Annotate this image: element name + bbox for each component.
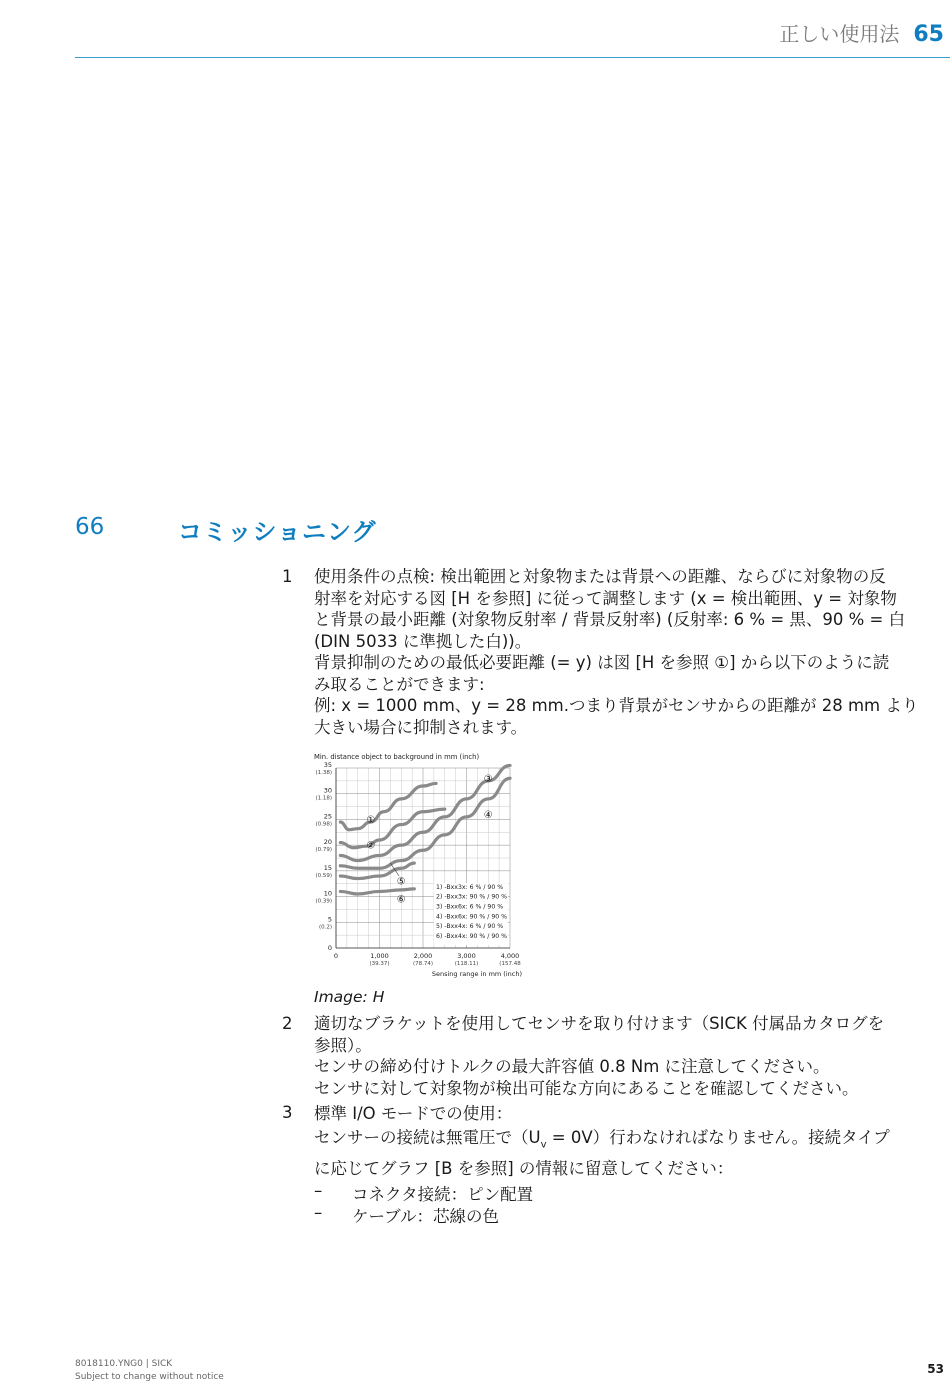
legend-entry: 3) -Bxx6x: 6 % / 90 % [436,903,504,911]
step-text-line [314,1126,946,1157]
series-marker-2: ② [366,840,376,852]
header-title: 正しい使用法 [779,22,900,46]
y-tick-label: 15 [323,863,332,872]
y-tick-label-inch: (0.2) [318,924,332,931]
step-text-line: 標準 I/O モードでの使用： [314,1104,513,1123]
x-tick-label: 3,000 [457,952,476,960]
y-tick-label-inch: (1.38) [315,770,332,776]
section-title: コミッショニング [178,518,377,546]
y-tick-label: 20 [323,838,332,847]
legend-entry: 2) -Bxx3x: 90 % / 90 % [436,893,508,901]
y-tick-label: 10 [323,889,332,898]
step-1-body [314,566,946,738]
series-marker-1: ① [366,814,376,826]
x-tick-label: 1,000 [370,952,389,960]
bullet-dash: – [314,1203,323,1222]
x-tick-label: 0 [333,952,339,960]
x-tick-label-inch: (39.37) [369,961,390,967]
step-text-part: センサーの接続は無電圧で（U [314,1128,541,1147]
subscript-v: v [540,1139,547,1151]
step-text-line: 使用条件の点検: 検出範囲と対象物または背景への距離、ならびに対象物の反 [314,567,886,586]
step-text-line: (DIN 5033 に準拠した白))。 [314,631,532,651]
step-text-line: み取ることができます: [314,674,485,694]
series-marker-5: ⑤ [396,876,406,888]
bullet-item: ケーブル：芯線の色 [352,1207,500,1226]
step-text-line: に応じてグラフ [B を参照] の情報に留意してください： [314,1159,734,1179]
step-text-line: 背景抑制のための最低必要距離 (= y) は図 [H を参照 ①] から以下のように読 [314,653,890,672]
chart-title: Min. distance object to background in mm (inch) [314,753,480,761]
bullet-item: コネクタ接続：ピン配置 [352,1185,534,1204]
y-tick-label: 5 [327,915,332,924]
step-text-line: センサに対して対象物が検出可能な方向にあることを確認してください。 [314,1078,859,1098]
series-marker-3: ③ [483,773,493,785]
x-tick-label-inch: (157.48 [499,961,521,967]
page-header [779,18,944,47]
section-number: 66 [75,514,105,540]
x-tick-label-inch: (78.74) [412,961,434,967]
step-3-body [314,1102,946,1181]
footer-notice: Subject to change without notice [75,1372,224,1382]
series-marker-4: ④ [483,809,493,821]
step-text-line: 大きい場合に抑制されます。 [314,717,528,737]
step-text-line: 射率を対応する図 [H を参照] に従って調整します (x = 検出範囲、y = 対象物 [314,588,897,608]
figure-caption: Image: H [314,988,385,1006]
y-tick-label-inch: (1.18) [315,795,332,802]
header-rule [75,57,950,58]
step-text-line: 参照）。 [314,1035,372,1055]
step-text-line: センサの締め付けトルクの最大許容値 0.8 Nm に注意してください。 [314,1057,830,1076]
step-number: 1 [282,567,293,586]
x-tick-label-inch: (118.11) [454,961,479,967]
y-tick-label-inch: (0.39) [315,898,332,905]
y-tick-label: 35 [323,761,332,769]
step-text-line: 例: x = 1000 mm、y = 28 mm.つまり背景がセンサからの距離が 28 mm より [314,696,919,715]
series-line-6 [340,889,414,894]
page-number: 53 [927,1362,944,1376]
x-tick-label: 4,000 [500,952,520,960]
x-tick-label: 2,000 [413,952,433,960]
step-text-part: = 0V）行わなければなりません。接続タイプ [546,1128,890,1147]
y-tick-label-inch: (0.98) [315,821,332,828]
x-axis-label: Sensing range in mm (inch) [431,970,522,978]
y-tick-label: 30 [323,786,332,795]
bullet-dash: – [314,1181,323,1200]
sensing-range-chart [310,748,530,984]
footer-doc-id: 8018110.YNG0 | SICK [75,1359,173,1369]
legend-entry: 5) -Bxx4x: 6 % / 90 % [436,923,504,931]
legend-entry: 1) -Bxx3x: 6 % / 90 % [436,883,504,891]
y-tick-label: 0 [327,944,332,952]
step-2-body [314,1013,946,1099]
legend-entry: 6) -Bxx4x: 90 % / 90 % [436,932,508,940]
y-tick-label-inch: (0.79) [315,847,332,854]
series-marker-6: ⑥ [396,894,406,906]
step-number: 3 [282,1103,293,1122]
page-footer [75,1358,224,1384]
step-text-line: 適切なブラケットを使用してセンサを取り付けます（SICK 付属品カタログを [314,1014,885,1033]
y-tick-label-inch: (0.59) [315,872,332,879]
y-tick-label: 25 [323,812,332,821]
step-number: 2 [282,1014,293,1033]
legend-entry: 4) -Bxx6x: 90 % / 90 % [436,913,508,921]
header-number: 65 [913,22,944,47]
step-text-line: と背景の最小距離 (対象物反射率 / 背景反射率) (反射率: 6 % = 黒、90 % = 白 [314,610,906,629]
